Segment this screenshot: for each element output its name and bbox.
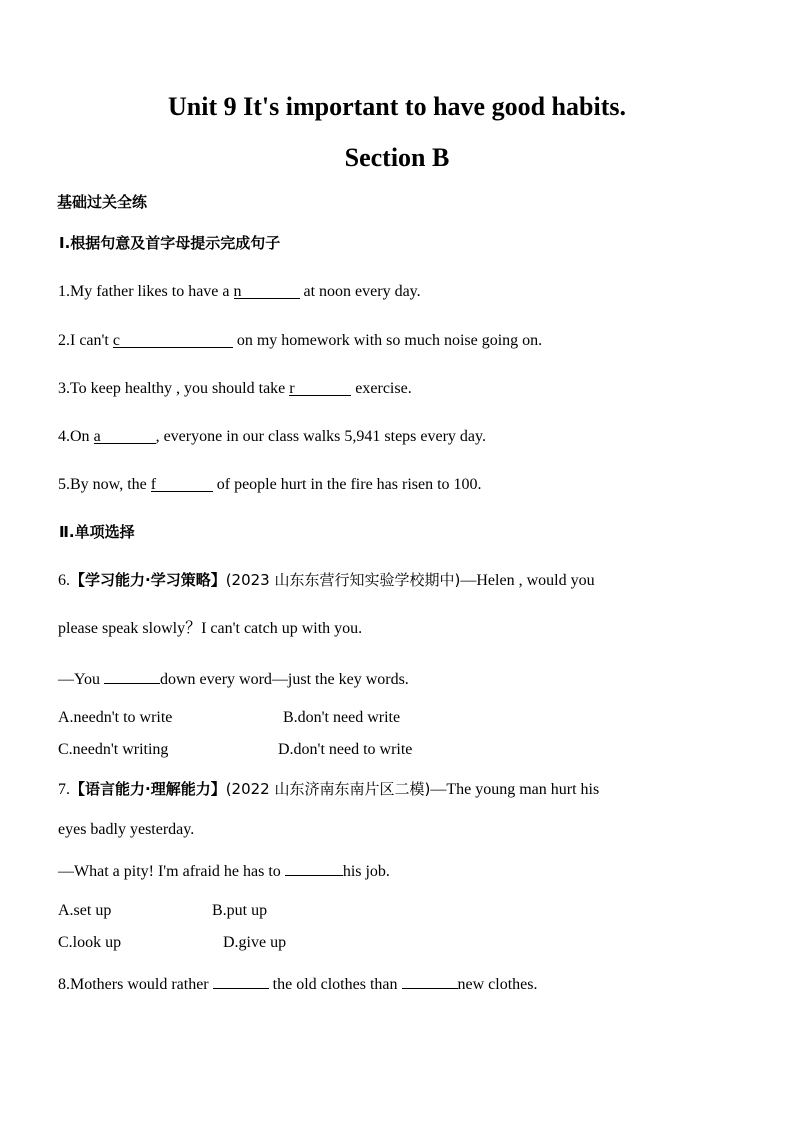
fill-in-3-letter: r xyxy=(289,380,295,397)
fill-in-1-letter: n xyxy=(233,283,242,300)
question-6-line-2: please speak slowly？I can't catch up with you. xyxy=(58,620,363,637)
part1-heading: Ⅰ.根据句意及首字母提示完成句子 xyxy=(59,234,281,252)
question-7-option-d[interactable]: D.give up xyxy=(223,934,287,951)
fill-in-2 xyxy=(58,331,542,351)
question-6-tag: 【学习能力·学习策略】 xyxy=(70,571,226,589)
fill-in-3-before: 3.To keep healthy , you should take xyxy=(58,380,290,397)
fill-in-5-before: 5.By now, the xyxy=(58,476,151,493)
fill-in-1-before: 1.My father likes to have a xyxy=(58,283,234,300)
fill-in-5-blank[interactable] xyxy=(151,475,213,492)
question-7-option-b[interactable]: B.put up xyxy=(212,902,268,919)
fill-in-1 xyxy=(58,282,421,302)
part2-heading: Ⅱ.单项选择 xyxy=(59,523,135,541)
question-7-line-1 xyxy=(58,779,599,800)
section-practice-heading: 基础过关全练 xyxy=(57,193,148,211)
question-6-source: (2023 山东东营行知实验学校期中) xyxy=(225,571,461,589)
fill-in-5-after: of people hurt in the fire has risen to 100. xyxy=(212,476,482,493)
question-6-text-3b: down every word—just the key words. xyxy=(159,671,409,688)
fill-in-5-letter: f xyxy=(150,476,157,493)
fill-in-2-letter: c xyxy=(112,332,120,349)
fill-in-3-after: exercise. xyxy=(351,380,412,397)
fill-in-4-before: 4.On xyxy=(58,428,94,445)
question-6-line-3 xyxy=(58,667,409,690)
fill-in-4 xyxy=(58,427,486,447)
question-6-option-d[interactable]: D.don't need to write xyxy=(278,741,413,758)
question-8-blank-1[interactable] xyxy=(213,972,269,989)
question-6-option-c[interactable]: C.needn't writing xyxy=(58,741,169,758)
question-7-text-3a: —What a pity! I'm afraid he has to xyxy=(58,863,285,880)
fill-in-1-blank[interactable] xyxy=(234,282,300,299)
page-title: Unit 9 It's important to have good habits. xyxy=(168,92,626,121)
question-6-option-b[interactable]: B.don't need write xyxy=(283,709,401,726)
page-subtitle: Section B xyxy=(344,143,450,172)
fill-in-4-blank[interactable] xyxy=(94,427,156,444)
question-8-text-b: the old clothes than xyxy=(268,976,402,993)
question-6-line-1 xyxy=(58,570,595,591)
question-7-number: 7. xyxy=(58,781,70,798)
question-7-line-3 xyxy=(58,859,390,882)
question-7-source: (2022 山东济南东南片区二模) xyxy=(225,780,431,798)
question-6-text-1: —Helen , would you xyxy=(460,572,595,589)
fill-in-3-blank[interactable] xyxy=(289,379,351,396)
question-6-blank[interactable] xyxy=(104,667,160,684)
question-7-line-2: eyes badly yesterday. xyxy=(58,821,195,838)
question-8-text-c: new clothes. xyxy=(457,976,538,993)
fill-in-3 xyxy=(58,379,412,399)
question-6-option-a[interactable]: A.needn't to write xyxy=(58,709,173,726)
fill-in-5 xyxy=(58,475,482,495)
question-7-option-c[interactable]: C.look up xyxy=(58,934,122,951)
question-8-blank-2[interactable] xyxy=(402,972,458,989)
fill-in-1-after: at noon every day. xyxy=(299,283,421,300)
question-6-text-3a: —You xyxy=(58,671,104,688)
question-8-text-a: 8.Mothers would rather xyxy=(58,976,213,993)
question-7-option-a[interactable]: A.set up xyxy=(58,902,112,919)
fill-in-4-after: , everyone in our class walks 5,941 steps every day. xyxy=(155,428,486,445)
fill-in-2-after: on my homework with so much noise going on. xyxy=(232,332,543,349)
question-7-blank[interactable] xyxy=(285,859,343,876)
question-7-text-1: —The young man hurt his xyxy=(430,781,600,798)
question-7-text-3b: his job. xyxy=(342,863,390,880)
fill-in-2-blank[interactable] xyxy=(113,331,233,348)
question-6-number: 6. xyxy=(58,572,70,589)
question-7-tag: 【语言能力·理解能力】 xyxy=(70,780,226,798)
fill-in-4-letter: a xyxy=(93,428,101,445)
fill-in-2-before: 2.I can't xyxy=(58,332,113,349)
question-8 xyxy=(58,972,537,995)
